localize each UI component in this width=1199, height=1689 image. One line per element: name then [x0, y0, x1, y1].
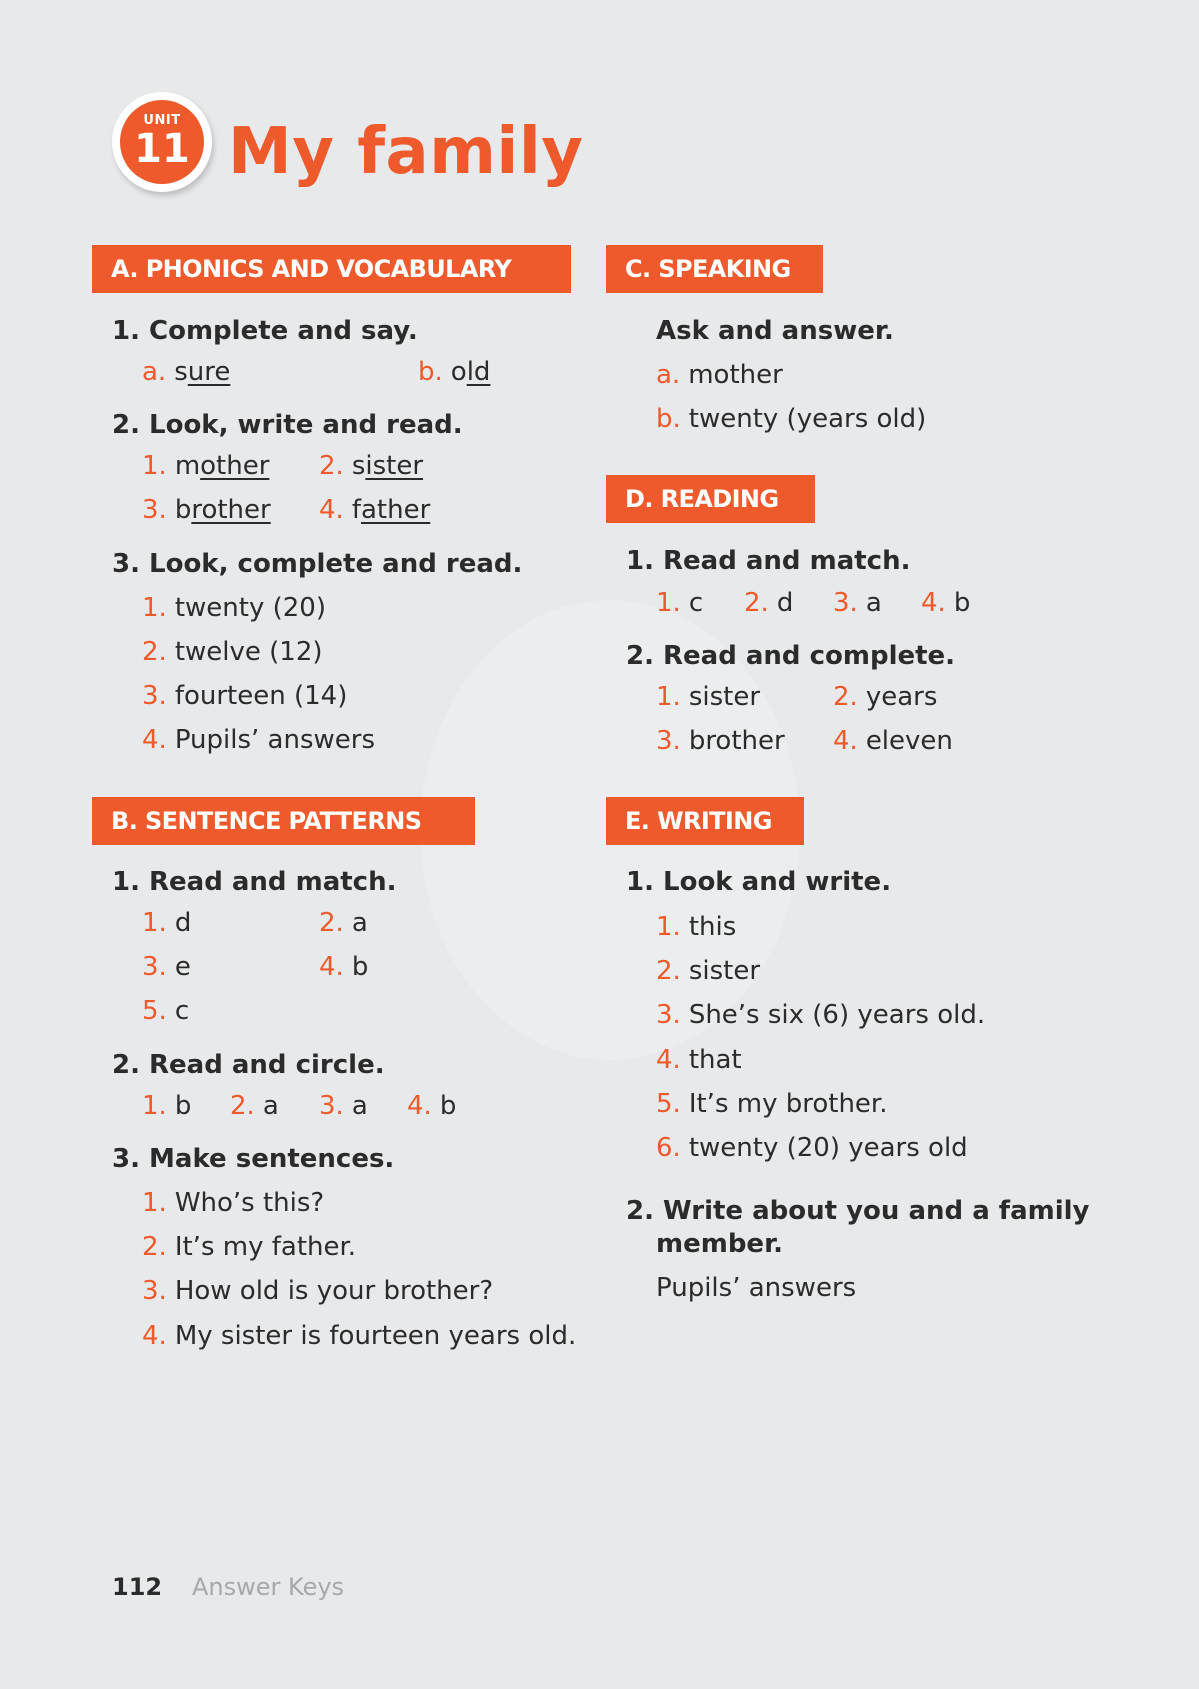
- section-e-q1-item: [656, 911, 736, 943]
- section-d-q2-item: [833, 725, 953, 757]
- section-e-q1-title: 1. Look and write.: [626, 867, 892, 897]
- section-a-q3-item: [142, 592, 326, 624]
- section-a-q1-answer-b: [418, 356, 490, 388]
- item-number: 1.: [142, 451, 167, 481]
- footer-label: Answer Keys: [192, 1573, 345, 1601]
- section-b-q1-item: [319, 951, 368, 983]
- section-b-q1-item: [319, 907, 368, 939]
- section-d-q2-item: [656, 725, 785, 757]
- answer-text: e: [174, 952, 191, 982]
- section-c-item: [656, 359, 783, 391]
- answer-text: sister: [688, 682, 761, 712]
- answer-prefix: f: [351, 495, 361, 525]
- item-number: 3.: [319, 1091, 344, 1121]
- answer-text: a: [351, 1091, 368, 1121]
- section-e-header: E. WRITING: [606, 797, 804, 845]
- answer-text: twenty (years old): [688, 404, 927, 434]
- item-number: 2.: [833, 682, 858, 712]
- item-number: 1.: [656, 682, 681, 712]
- item-number: b.: [656, 404, 681, 434]
- answer-text: c: [174, 996, 190, 1026]
- answer-text: twenty (20): [174, 593, 326, 623]
- item-number: a.: [656, 360, 681, 390]
- section-b-q1-item: [142, 951, 191, 983]
- answer-prefix: s: [174, 357, 188, 387]
- answer-text: twenty (20) years old: [688, 1133, 968, 1163]
- section-b-q2-item: [319, 1090, 368, 1122]
- section-a-header: A. PHONICS AND VOCABULARY: [92, 245, 571, 293]
- answer-text: How old is your brother?: [174, 1276, 494, 1306]
- item-number: b.: [418, 357, 443, 387]
- section-b-q2-item: [407, 1090, 456, 1122]
- item-number: 1.: [656, 912, 681, 942]
- unit-word: UNIT: [143, 113, 181, 128]
- item-number: 1.: [142, 1091, 167, 1121]
- item-number: 6.: [656, 1133, 681, 1163]
- item-number: 4.: [407, 1091, 432, 1121]
- answer-prefix: s: [351, 451, 366, 481]
- item-number: 2.: [656, 956, 681, 986]
- section-a-q1-answer-a: [142, 356, 230, 388]
- section-d-q1-item: [833, 587, 882, 619]
- unit-number: 11: [134, 126, 190, 172]
- section-b-q2-title: 2. Read and circle.: [112, 1050, 385, 1080]
- section-e-q1-item: [656, 1088, 888, 1120]
- section-a-q3-title: 3. Look, complete and read.: [112, 549, 523, 579]
- section-d-q2-item: [833, 681, 937, 713]
- answer-text: She’s six (6) years old.: [688, 1000, 986, 1030]
- section-a-q2-item: [319, 450, 423, 482]
- answer-text: b: [174, 1091, 192, 1121]
- section-e-q2-title-line1: 2. Write about you and a family: [626, 1196, 1090, 1226]
- item-number: 4.: [921, 588, 946, 618]
- section-a-q2-item: [142, 494, 271, 526]
- answer-text: twelve (12): [174, 637, 323, 667]
- answer-text: Who’s this?: [174, 1188, 325, 1218]
- answer-text: It’s my brother.: [688, 1089, 888, 1119]
- answer-text: a: [351, 908, 368, 938]
- answer-text: d: [174, 908, 192, 938]
- section-a-q2-title: 2. Look, write and read.: [112, 410, 463, 440]
- answer-text: Pupils’ answers: [174, 725, 375, 755]
- section-b-q3-item: [142, 1231, 356, 1263]
- answer-text: b: [953, 588, 971, 618]
- section-a-q2-item: [319, 494, 430, 526]
- answer-text: sister: [688, 956, 761, 986]
- item-number: 4.: [142, 1321, 167, 1351]
- section-d-q1-item: [921, 587, 970, 619]
- section-e-q2-answer: Pupils’ answers: [656, 1273, 857, 1303]
- answer-prefix: o: [450, 357, 467, 387]
- item-number: 4.: [833, 726, 858, 756]
- answer-underlined: other: [200, 451, 270, 481]
- item-number: 5.: [656, 1089, 681, 1119]
- section-c-item: [656, 403, 926, 435]
- section-d-q1-item: [744, 587, 793, 619]
- item-number: 3.: [142, 1276, 167, 1306]
- answer-text: It’s my father.: [174, 1232, 357, 1262]
- section-e-q2-title-line2: member.: [656, 1229, 784, 1259]
- section-c-header: C. SPEAKING: [606, 245, 823, 293]
- answer-underlined: ld: [466, 357, 491, 387]
- answer-text: b: [351, 952, 369, 982]
- section-d-q1-item: [656, 587, 703, 619]
- answer-text: mother: [688, 360, 783, 390]
- unit-title: My family: [228, 115, 584, 189]
- section-d-header: D. READING: [606, 475, 815, 523]
- section-b-q3-item: [142, 1275, 493, 1307]
- section-c-title: Ask and answer.: [656, 316, 894, 346]
- item-number: 1.: [142, 908, 167, 938]
- answer-text: this: [688, 912, 737, 942]
- section-a-q3-item: [142, 680, 347, 712]
- section-e-q1-item: [656, 1044, 742, 1076]
- section-a-q1-title: 1. Complete and say.: [112, 316, 418, 346]
- answer-underlined: ister: [365, 451, 424, 481]
- section-a-q3-item: [142, 724, 375, 756]
- answer-underlined: ather: [360, 495, 431, 525]
- item-number: 2.: [142, 637, 167, 667]
- section-e-q1-item: [656, 1132, 968, 1164]
- answer-text: years: [865, 682, 938, 712]
- section-a-q3-item: [142, 636, 323, 668]
- item-number: 4.: [142, 725, 167, 755]
- item-number: a.: [142, 357, 167, 387]
- item-number: 2.: [319, 451, 344, 481]
- section-e-q1-item: [656, 955, 760, 987]
- item-number: 3.: [142, 952, 167, 982]
- section-b-header: B. SENTENCE PATTERNS: [92, 797, 475, 845]
- answer-text: a: [262, 1091, 279, 1121]
- page-number: 112: [112, 1573, 163, 1601]
- item-number: 1.: [142, 593, 167, 623]
- answer-text: brother: [688, 726, 785, 756]
- item-number: 4.: [656, 1045, 681, 1075]
- answer-underlined: rother: [191, 495, 271, 525]
- section-b-q3-title: 3. Make sentences.: [112, 1144, 395, 1174]
- item-number: 5.: [142, 996, 167, 1026]
- answer-underlined: ure: [187, 357, 231, 387]
- section-b-q1-item: [142, 907, 191, 939]
- section-b-q2-item: [142, 1090, 191, 1122]
- item-number: 3.: [142, 681, 167, 711]
- item-number: 2.: [142, 1232, 167, 1262]
- answer-text: My sister is fourteen years old.: [174, 1321, 577, 1351]
- answer-text: b: [439, 1091, 457, 1121]
- item-number: 2.: [319, 908, 344, 938]
- section-d-q2-title: 2. Read and complete.: [626, 641, 956, 671]
- item-number: 4.: [319, 495, 344, 525]
- answer-text: fourteen (14): [174, 681, 348, 711]
- item-number: 2.: [230, 1091, 255, 1121]
- section-d-q1-title: 1. Read and match.: [626, 546, 911, 576]
- answer-prefix: b: [174, 495, 192, 525]
- item-number: 1.: [142, 1188, 167, 1218]
- item-number: 4.: [319, 952, 344, 982]
- item-number: 3.: [142, 495, 167, 525]
- section-d-q2-item: [656, 681, 760, 713]
- section-e-q1-item: [656, 999, 985, 1031]
- section-a-q2-item: [142, 450, 269, 482]
- unit-badge: [112, 92, 212, 192]
- item-number: 1.: [656, 588, 681, 618]
- section-b-q2-item: [230, 1090, 279, 1122]
- section-b-q3-item: [142, 1187, 324, 1219]
- item-number: 3.: [656, 726, 681, 756]
- section-b-q1-item: [142, 995, 189, 1027]
- answer-text: a: [865, 588, 882, 618]
- answer-text: d: [776, 588, 794, 618]
- item-number: 3.: [833, 588, 858, 618]
- answer-text: eleven: [865, 726, 953, 756]
- section-b-q3-item: [142, 1320, 576, 1352]
- item-number: 3.: [656, 1000, 681, 1030]
- section-b-q1-title: 1. Read and match.: [112, 867, 397, 897]
- answer-text: c: [688, 588, 704, 618]
- answer-prefix: m: [174, 451, 201, 481]
- answer-text: that: [688, 1045, 742, 1075]
- item-number: 2.: [744, 588, 769, 618]
